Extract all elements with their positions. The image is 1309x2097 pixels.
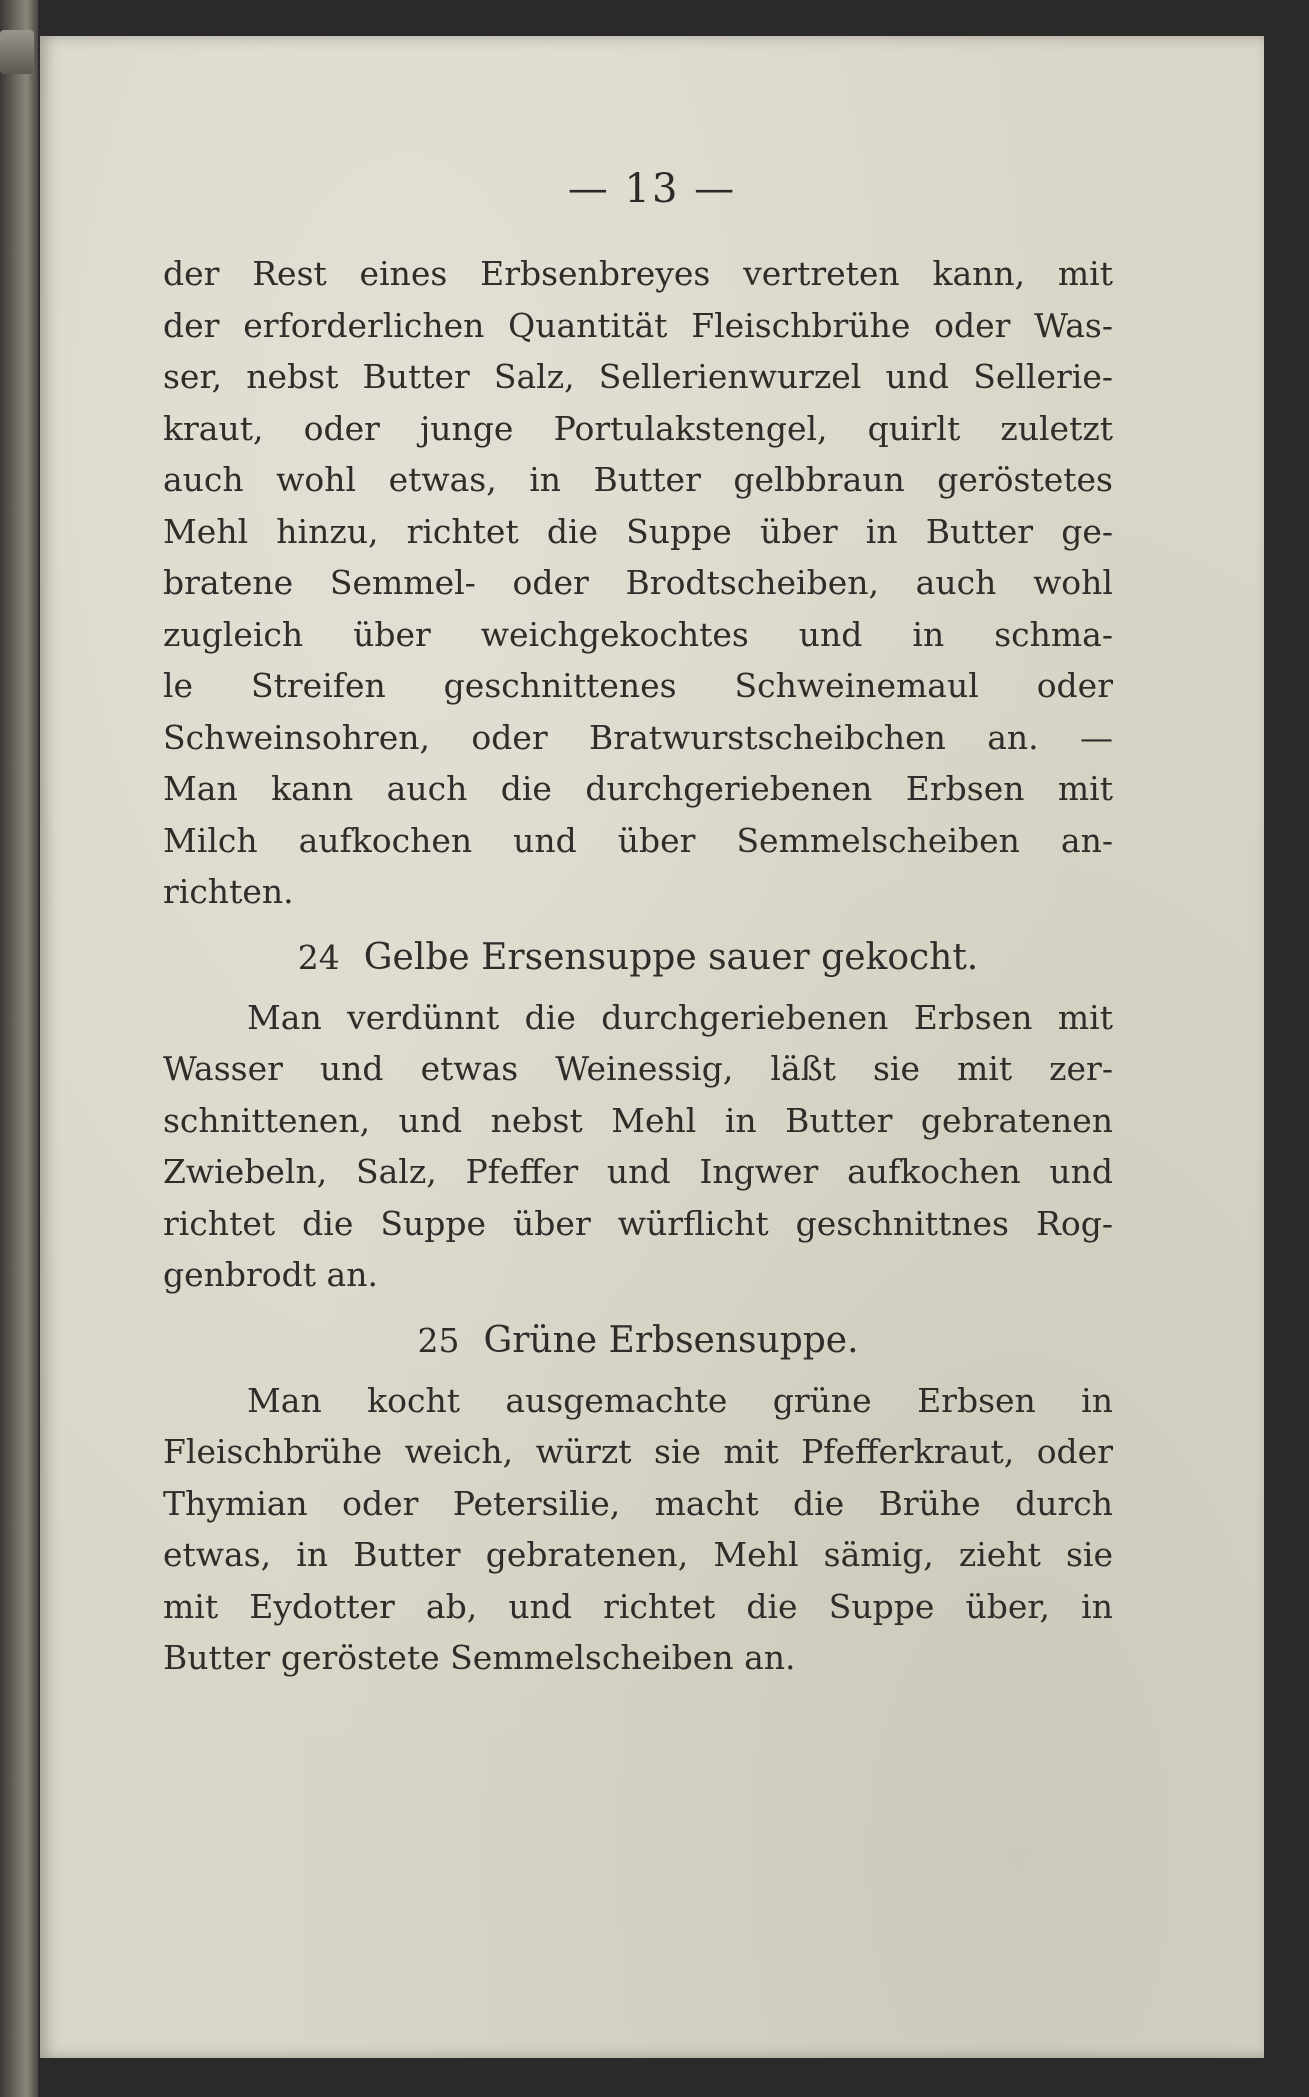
text-line: zugleich über weichgekochtes und in schma-: [163, 614, 1113, 654]
page-text: [163, 248, 1113, 1684]
recipe-title: Gelbe Ersensuppe sauer gekocht.: [363, 936, 979, 978]
text-line: der erforderlichen Quantität Fleischbrühe oder Was-: [163, 305, 1113, 345]
recipe-heading: [163, 924, 1113, 992]
spine-clip: [0, 30, 34, 74]
text-line: Fleischbrühe weich, würzt sie mit Pfefferkraut, oder: [163, 1432, 1113, 1471]
text-line: Mehl hinzu, richtet die Suppe über in Butter ge-: [163, 511, 1113, 551]
text-line: richten.: [163, 872, 294, 911]
text-line: bratene Semmel- oder Brodtscheiben, auch wohl: [163, 563, 1113, 602]
text-line: der Rest eines Erbsenbreyes vertreten kann, mit: [163, 254, 1113, 293]
text-line: Wasser und etwas Weinessig, läßt sie mit zer-: [163, 1049, 1113, 1088]
text-line: Milch aufkochen und über Semmelscheiben an-: [163, 820, 1113, 860]
section-continuation: [163, 248, 1113, 918]
text-line: schnittenen, und nebst Mehl in Butter gebratenen: [163, 1100, 1113, 1140]
text-line: etwas, in Butter gebratenen, Mehl sämig, zieht sie: [163, 1535, 1113, 1574]
text-line: Man kann auch die durchgeriebenen Erbsen mit: [163, 769, 1113, 808]
recipe-number: 25: [417, 1320, 460, 1360]
text-line: le Streifen geschnittenes Schweinemaul oder: [163, 666, 1113, 705]
text-line: Zwiebeln, Salz, Pfeffer und Ingwer aufkochen und: [163, 1152, 1113, 1191]
text-line: auch wohl etwas, in Butter gelbbraun geröstetes: [163, 460, 1113, 499]
book-spine: [0, 0, 38, 2097]
text-line: Man verdünnt die durchgeriebenen Erbsen mit: [247, 997, 1113, 1037]
page-number: — 13 —: [567, 166, 737, 212]
text-line: richtet die Suppe über würflicht geschnittnes Rog-: [163, 1203, 1113, 1243]
text-line: Schweinsohren, oder Bratwurstscheibchen an. —: [163, 717, 1113, 757]
book-page: [40, 36, 1264, 2058]
recipe-24: [163, 924, 1113, 1301]
recipe-heading: [163, 1307, 1113, 1375]
text-line: kraut, oder junge Portulakstengel, quirlt zuletzt: [163, 408, 1113, 448]
text-line: Man kocht ausgemachte grüne Erbsen in: [247, 1380, 1113, 1420]
text-line: genbrodt an.: [163, 1255, 378, 1294]
recipe-25: [163, 1307, 1113, 1684]
recipe-number: 24: [297, 937, 340, 977]
text-line: Thymian oder Petersilie, macht die Brühe durch: [163, 1483, 1113, 1523]
text-line: Butter geröstete Semmelscheiben an.: [163, 1638, 796, 1677]
recipe-title: Grüne Erbsensuppe.: [483, 1319, 859, 1361]
text-line: mit Eydotter ab, und richtet die Suppe über, in: [163, 1586, 1113, 1626]
text-line: ser, nebst Butter Salz, Sellerienwurzel und Sellerie-: [163, 357, 1113, 396]
